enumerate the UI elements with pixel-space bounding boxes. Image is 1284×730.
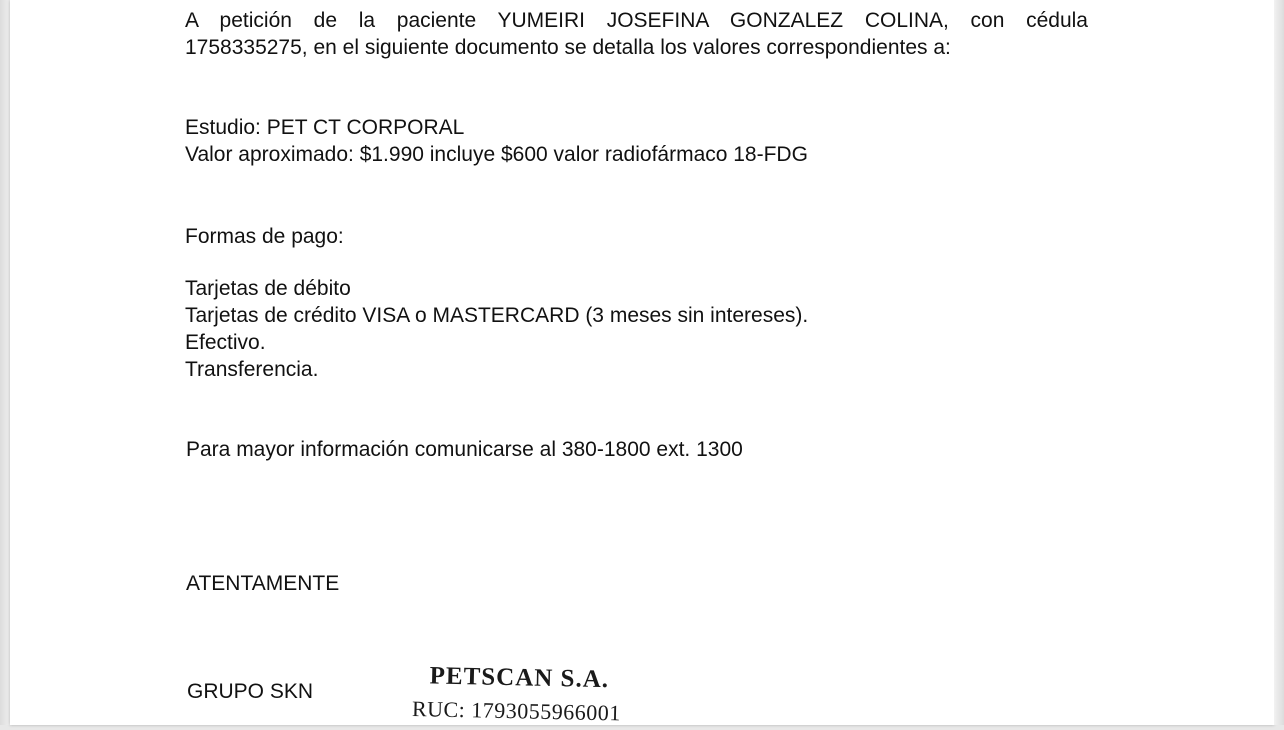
study-line: Estudio: PET CT CORPORAL: [185, 116, 465, 139]
stamp-company-name: PETSCAN S.A.: [429, 662, 610, 694]
intro-paragraph: [185, 7, 1088, 61]
signatory-name: GRUPO SKN: [187, 680, 314, 703]
payment-method-debit: Tarjetas de débito: [185, 277, 351, 300]
stamp-ruc-number: RUC: 1793055966001: [411, 696, 622, 726]
page-gutter-left: [0, 0, 10, 725]
payment-method-credit: Tarjetas de crédito VISA o MASTERCARD (3 meses sin intereses).: [185, 304, 809, 327]
value-line: Valor aproximado: $1.990 incluye $600 valor radiofármaco 18-FDG: [185, 143, 808, 166]
intro-line-1: A petición de la paciente YUMEIRI JOSEFINA GONZALEZ COLINA, con cédula: [185, 9, 1088, 32]
contact-line: Para mayor información comunicarse al 380-1800 ext. 1300: [186, 438, 743, 461]
payment-method-transfer: Transferencia.: [185, 358, 319, 381]
company-stamp: [409, 660, 650, 730]
page-gutter-right: [1274, 0, 1284, 725]
closing-line: ATENTAMENTE: [186, 572, 340, 595]
intro-line-2: 1758335275, en el siguiente documento se detalla los valores correspondientes a:: [185, 36, 951, 59]
payment-heading: Formas de pago:: [185, 225, 344, 248]
payment-method-cash: Efectivo.: [185, 331, 266, 354]
